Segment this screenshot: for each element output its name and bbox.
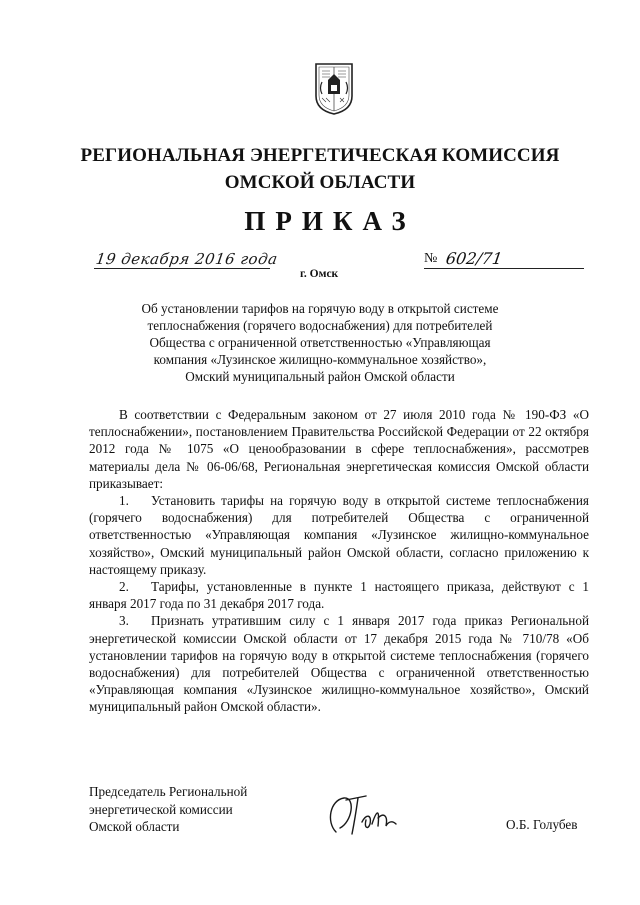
organization-line-2: ОМСКОЙ ОБЛАСТИ xyxy=(224,172,416,193)
coat-of-arms-emblem xyxy=(314,62,354,116)
signer-name: О.Б. Голубев xyxy=(506,817,578,832)
order-item-2 xyxy=(89,578,589,612)
number-sign: № xyxy=(424,251,438,266)
order-item-1 xyxy=(89,492,589,578)
signer-position-line-1: Председатель Региональной xyxy=(89,784,248,799)
coat-of-arms-icon xyxy=(314,62,354,116)
item-number: 1. xyxy=(119,493,129,509)
order-number-field xyxy=(424,246,584,269)
city-label: г. Омск xyxy=(300,268,339,280)
item-number: 2. xyxy=(119,579,129,595)
item-number: 3. xyxy=(119,613,129,629)
handwritten-signature xyxy=(322,792,412,838)
organization-name xyxy=(0,142,640,196)
subject-line: компания «Лузинское жилищно-коммунальное хозяйство», xyxy=(153,352,487,367)
item-text: Тарифы, установленные в пункте 1 настоящего приказа, действуют с 1 января 2017 года по 31 декабря 2017 года. xyxy=(89,579,589,612)
handwritten-order-number: 602/71 xyxy=(444,249,504,268)
order-body xyxy=(89,406,589,716)
subject-line: теплоснабжения (горячего водоснабжения) для потребителей xyxy=(147,318,493,333)
preamble-paragraph: В соответствии с Федеральным законом от 27 июля 2010 года № 190-ФЗ «О теплоснабжении», постановлением Правительства Российской Федерации от 22 октября 2012 года № 1075 «О ценообразовании в сфере теплоснабжения», рассмотрев материалы дела № 06-06/68, Региональная энергетическая комиссия Омской области приказывает: xyxy=(89,407,589,491)
signer-position-line-3: Омской области xyxy=(89,819,180,834)
order-subject xyxy=(110,300,530,385)
handwritten-date: 19 декабря 2016 года xyxy=(94,250,279,268)
order-item-3 xyxy=(89,612,589,715)
signature-icon xyxy=(322,792,412,838)
subject-line: Омский муниципальный район Омской области xyxy=(185,369,455,384)
document-type-title: ПРИКАЗ xyxy=(244,206,416,236)
item-text: Установить тарифы на горячую воду в открытой системе теплоснабжения (горячего водоснабжения) для потребителей Общества с ограниченной ответственностью «Управляющая компания «Лузинское жилищно-коммунальное хозяйство», Омский муниципальный район Омской области, согласно приложению к настоящему приказу. xyxy=(89,493,589,577)
signer-position-line-2: энергетической комиссии xyxy=(89,801,233,817)
subject-line: Об установлении тарифов на горячую воду в открытой системе xyxy=(141,301,499,316)
item-text: Признать утратившим силу с 1 января 2017 года приказ Региональной энергетической комиссии Омской области от 17 декабря 2015 года № 710/78 «Об установлении тарифов на горячую воду в открытой системе теплоснабжения (горячего водоснабжения) для потребителей Общества с ограниченной ответственностью «Управляющая компания «Лузинское жилищно-коммунальное хозяйство», Омский муниципальный район Омской области». xyxy=(89,613,589,715)
date-field xyxy=(94,246,279,269)
organization-line-1: РЕГИОНАЛЬНАЯ ЭНЕРГЕТИЧЕСКАЯ КОМИССИЯ xyxy=(80,145,560,166)
subject-line: Общества с ограниченной ответственностью «Управляющая xyxy=(149,335,491,350)
signer-position xyxy=(89,783,247,836)
